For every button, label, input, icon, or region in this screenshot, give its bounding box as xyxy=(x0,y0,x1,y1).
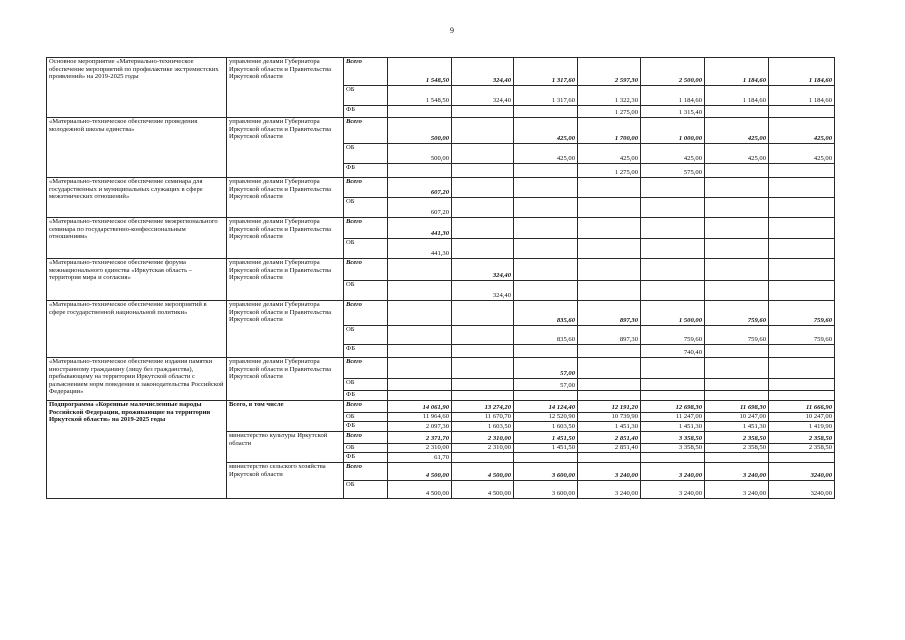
amount-cell xyxy=(769,453,835,463)
amount-cell xyxy=(452,379,514,391)
amount-cell: 3240,00 xyxy=(769,481,835,499)
funding-source: ФБ xyxy=(344,164,388,178)
amount-cell: 1 451,50 xyxy=(514,432,578,444)
amount-cell: 57,00 xyxy=(514,358,578,379)
amount-cell xyxy=(514,178,578,198)
amount-cell: 3 358,50 xyxy=(641,432,705,444)
amount-cell xyxy=(705,198,769,218)
table-row xyxy=(47,358,835,379)
amount-cell xyxy=(578,198,641,218)
amount-cell: 14 061,90 xyxy=(388,401,452,413)
funding-source: ФБ xyxy=(344,453,388,463)
amount-cell xyxy=(769,164,835,178)
activity-name: «Материально-техническое обеспечение межрегионального семинара по государственно-конфессиональным отношениям» xyxy=(47,218,227,259)
funding-source: ФБ xyxy=(344,422,388,432)
amount-cell: 11 964,60 xyxy=(388,413,452,422)
amount-cell xyxy=(388,326,452,345)
funding-source: Всего xyxy=(344,218,388,239)
executor-name: управление делами Губернатора Иркутской области и Правительства Иркутской области xyxy=(227,178,344,218)
amount-cell: 324,40 xyxy=(452,58,514,86)
amount-cell xyxy=(641,218,705,239)
amount-cell xyxy=(514,106,578,118)
amount-cell: 4 500,00 xyxy=(452,463,514,481)
amount-cell: 3 358,50 xyxy=(641,444,705,453)
amount-cell xyxy=(452,218,514,239)
amount-cell xyxy=(578,239,641,259)
amount-cell: 1 451,50 xyxy=(514,444,578,453)
activity-name: «Материально-техническое обеспечение издания памятки иностранному гражданину (лицу без гражданства), пребывающему на территории Иркутской области с разъяснением норм поведения и законодательства Российской Федерации» xyxy=(47,358,227,401)
amount-cell xyxy=(452,301,514,326)
amount-cell xyxy=(705,178,769,198)
amount-cell: 425,00 xyxy=(578,144,641,164)
activity-name: Подпрограмма «Коренные малочисленные народы Российской Федерации, проживающие на территории Иркутской области» на 2019-2025 годы xyxy=(47,401,227,499)
amount-cell xyxy=(452,345,514,358)
amount-cell: 1 419,90 xyxy=(769,422,835,432)
amount-cell xyxy=(705,453,769,463)
amount-cell xyxy=(514,281,578,301)
funding-source: ФБ xyxy=(344,345,388,358)
amount-cell: 57,00 xyxy=(514,379,578,391)
amount-cell: 1 700,00 xyxy=(578,118,641,144)
amount-cell: 607,20 xyxy=(388,178,452,198)
amount-cell: 759,60 xyxy=(705,326,769,345)
amount-cell: 3240,00 xyxy=(769,463,835,481)
amount-cell: 441,30 xyxy=(388,218,452,239)
amount-cell xyxy=(578,281,641,301)
amount-cell xyxy=(769,198,835,218)
amount-cell xyxy=(452,178,514,198)
funding-source: ОБ xyxy=(344,326,388,345)
amount-cell xyxy=(769,259,835,281)
amount-cell: 500,00 xyxy=(388,118,452,144)
amount-cell: 3 240,00 xyxy=(705,463,769,481)
amount-cell xyxy=(641,281,705,301)
amount-cell xyxy=(514,259,578,281)
funding-source: ОБ xyxy=(344,379,388,391)
amount-cell xyxy=(705,106,769,118)
amount-cell: 14 124,40 xyxy=(514,401,578,413)
amount-cell: 2 358,50 xyxy=(769,444,835,453)
amount-cell: 1 000,00 xyxy=(641,118,705,144)
amount-cell: 897,30 xyxy=(578,301,641,326)
amount-cell xyxy=(514,198,578,218)
amount-cell xyxy=(578,259,641,281)
amount-cell xyxy=(388,281,452,301)
funding-source: ФБ xyxy=(344,106,388,118)
amount-cell xyxy=(705,379,769,391)
activity-name: «Материально-техническое обеспечение мероприятий в сфере государственной национальной политики» xyxy=(47,301,227,358)
funding-source: Всего xyxy=(344,178,388,198)
amount-cell xyxy=(514,391,578,401)
amount-cell: 3 240,00 xyxy=(578,463,641,481)
table-row xyxy=(47,259,835,281)
amount-cell: 1 548,50 xyxy=(388,58,452,86)
amount-cell: 575,00 xyxy=(641,164,705,178)
amount-cell: 2 097,30 xyxy=(388,422,452,432)
table-row xyxy=(47,301,835,326)
funding-source: ОБ xyxy=(344,444,388,453)
amount-cell: 2 310,00 xyxy=(452,432,514,444)
amount-cell xyxy=(514,218,578,239)
amount-cell: 2 371,70 xyxy=(388,432,452,444)
funding-source: ОБ xyxy=(344,281,388,301)
amount-cell: 13 274,20 xyxy=(452,401,514,413)
amount-cell xyxy=(705,259,769,281)
executor-name: управление делами Губернатора Иркутской области и Правительства Иркутской области xyxy=(227,358,344,401)
amount-cell xyxy=(452,144,514,164)
table-row xyxy=(47,178,835,198)
amount-cell xyxy=(705,281,769,301)
amount-cell xyxy=(578,345,641,358)
amount-cell xyxy=(641,453,705,463)
funding-source: Всего xyxy=(344,401,388,413)
amount-cell xyxy=(452,391,514,401)
amount-cell: 2 358,50 xyxy=(769,432,835,444)
amount-cell: 2 310,00 xyxy=(388,444,452,453)
amount-cell: 2 310,00 xyxy=(452,444,514,453)
executor-name: управление делами Губернатора Иркутской области и Правительства Иркутской области xyxy=(227,301,344,358)
amount-cell: 1 603,50 xyxy=(452,422,514,432)
executor-name: управление делами Губернатора Иркутской области и Правительства Иркутской области xyxy=(227,118,344,178)
amount-cell: 11 698,30 xyxy=(705,401,769,413)
executor-name: министерство сельского хозяйства Иркутской области xyxy=(227,463,344,499)
amount-cell: 324,40 xyxy=(452,259,514,281)
amount-cell: 10 247,00 xyxy=(769,413,835,422)
amount-cell xyxy=(578,178,641,198)
amount-cell xyxy=(388,345,452,358)
amount-cell: 1 451,30 xyxy=(705,422,769,432)
amount-cell xyxy=(388,358,452,379)
amount-cell xyxy=(769,281,835,301)
amount-cell: 324,40 xyxy=(452,281,514,301)
amount-cell: 4 500,00 xyxy=(388,463,452,481)
funding-source: ОБ xyxy=(344,481,388,499)
amount-cell xyxy=(514,453,578,463)
amount-cell xyxy=(769,178,835,198)
amount-cell xyxy=(769,391,835,401)
amount-cell: 607,20 xyxy=(388,198,452,218)
funding-source: ОБ xyxy=(344,86,388,106)
amount-cell: 10 739,90 xyxy=(578,413,641,422)
amount-cell xyxy=(452,106,514,118)
amount-cell xyxy=(705,391,769,401)
amount-cell: 1 184,60 xyxy=(705,58,769,86)
amount-cell: 759,60 xyxy=(769,326,835,345)
amount-cell xyxy=(578,379,641,391)
amount-cell: 3 600,00 xyxy=(514,481,578,499)
funding-source: Всего xyxy=(344,432,388,444)
funding-source: ОБ xyxy=(344,198,388,218)
amount-cell: 11 666,90 xyxy=(769,401,835,413)
amount-cell xyxy=(641,379,705,391)
amount-cell: 1 184,60 xyxy=(705,86,769,106)
amount-cell xyxy=(452,239,514,259)
amount-cell xyxy=(388,301,452,326)
amount-cell: 10 247,00 xyxy=(705,413,769,422)
amount-cell xyxy=(388,391,452,401)
amount-cell: 1 603,50 xyxy=(514,422,578,432)
amount-cell: 441,30 xyxy=(388,239,452,259)
funding-source: ОБ xyxy=(344,239,388,259)
activity-name: «Материально-техническое обеспечение проведения молодежной школы единства» xyxy=(47,118,227,178)
activity-name: «Материально-техническое обеспечение форума межнационального единства «Иркутская область – территория мира и согласия» xyxy=(47,259,227,301)
table-row xyxy=(47,401,835,413)
funding-source: Всего xyxy=(344,259,388,281)
amount-cell xyxy=(514,345,578,358)
amount-cell: 2 851,40 xyxy=(578,444,641,453)
amount-cell: 740,40 xyxy=(641,345,705,358)
amount-cell: 1 184,60 xyxy=(641,86,705,106)
amount-cell: 759,60 xyxy=(769,301,835,326)
amount-cell: 425,00 xyxy=(514,118,578,144)
amount-cell: 12 520,90 xyxy=(514,413,578,422)
amount-cell xyxy=(769,106,835,118)
amount-cell xyxy=(452,164,514,178)
amount-cell xyxy=(388,164,452,178)
amount-cell: 1 500,00 xyxy=(641,301,705,326)
amount-cell: 1 548,50 xyxy=(388,86,452,106)
amount-cell xyxy=(578,218,641,239)
amount-cell xyxy=(769,379,835,391)
amount-cell xyxy=(388,379,452,391)
amount-cell: 835,60 xyxy=(514,326,578,345)
amount-cell: 1 451,30 xyxy=(641,422,705,432)
amount-cell xyxy=(769,358,835,379)
amount-cell: 3 240,00 xyxy=(641,463,705,481)
amount-cell: 897,30 xyxy=(578,326,641,345)
amount-cell: 61,70 xyxy=(388,453,452,463)
amount-cell: 759,60 xyxy=(641,326,705,345)
amount-cell xyxy=(705,239,769,259)
amount-cell: 3 240,00 xyxy=(705,481,769,499)
amount-cell: 425,00 xyxy=(705,144,769,164)
amount-cell: 1 275,00 xyxy=(578,164,641,178)
funding-source: Всего xyxy=(344,358,388,379)
amount-cell xyxy=(388,259,452,281)
activity-name: «Материально-техническое обеспечение семинара для государственных и муниципальных служащих в сфере межэтнических отношений» xyxy=(47,178,227,218)
amount-cell: 1 322,30 xyxy=(578,86,641,106)
funding-source: Всего xyxy=(344,118,388,144)
amount-cell xyxy=(705,164,769,178)
amount-cell: 500,00 xyxy=(388,144,452,164)
amount-cell xyxy=(388,106,452,118)
funding-source: Всего xyxy=(344,301,388,326)
amount-cell: 1 275,00 xyxy=(578,106,641,118)
amount-cell: 11 670,70 xyxy=(452,413,514,422)
amount-cell xyxy=(452,198,514,218)
amount-cell: 425,00 xyxy=(514,144,578,164)
amount-cell: 1 184,60 xyxy=(769,58,835,86)
amount-cell xyxy=(641,198,705,218)
amount-cell xyxy=(514,164,578,178)
amount-cell: 4 500,00 xyxy=(388,481,452,499)
amount-cell: 425,00 xyxy=(705,118,769,144)
amount-cell xyxy=(641,259,705,281)
amount-cell: 425,00 xyxy=(641,144,705,164)
amount-cell: 835,60 xyxy=(514,301,578,326)
amount-cell xyxy=(452,358,514,379)
amount-cell: 3 600,00 xyxy=(514,463,578,481)
amount-cell xyxy=(705,358,769,379)
amount-cell: 1 184,60 xyxy=(769,86,835,106)
executor-name: управление делами Губернатора Иркутской области и Правительства Иркутской области xyxy=(227,218,344,259)
table-row xyxy=(47,118,835,144)
amount-cell: 425,00 xyxy=(769,144,835,164)
amount-cell xyxy=(641,178,705,198)
amount-cell xyxy=(705,218,769,239)
page-number: 9 xyxy=(450,26,454,35)
amount-cell: 1 317,60 xyxy=(514,86,578,106)
amount-cell xyxy=(578,358,641,379)
amount-cell: 2 358,50 xyxy=(705,432,769,444)
amount-cell: 3 240,00 xyxy=(578,481,641,499)
table-row xyxy=(47,218,835,239)
amount-cell: 12 698,30 xyxy=(641,401,705,413)
amount-cell xyxy=(514,239,578,259)
amount-cell xyxy=(705,345,769,358)
amount-cell xyxy=(641,391,705,401)
amount-cell xyxy=(769,218,835,239)
amount-cell: 1 317,60 xyxy=(514,58,578,86)
funding-source: ОБ xyxy=(344,144,388,164)
amount-cell xyxy=(641,358,705,379)
amount-cell: 759,60 xyxy=(705,301,769,326)
amount-cell: 12 191,20 xyxy=(578,401,641,413)
funding-source: ФБ xyxy=(344,391,388,401)
amount-cell: 2 358,50 xyxy=(705,444,769,453)
executor-name: управление делами Губернатора Иркутской области и Правительства Иркутской области xyxy=(227,259,344,301)
amount-cell: 1 315,40 xyxy=(641,106,705,118)
amount-cell xyxy=(578,453,641,463)
activity-name: Основное мероприятие «Материально-техническое обеспечение мероприятий по профилактике экстремистских проявлений» на 2019-2025 годы xyxy=(47,58,227,118)
amount-cell: 425,00 xyxy=(769,118,835,144)
amount-cell xyxy=(452,118,514,144)
executor-name: Всего, в том числе xyxy=(227,401,344,432)
table-row xyxy=(47,58,835,86)
executor-name: управление делами Губернатора Иркутской области и Правительства Иркутской области xyxy=(227,58,344,118)
funding-source: ОБ xyxy=(344,413,388,422)
amount-cell xyxy=(452,326,514,345)
amount-cell xyxy=(641,239,705,259)
amount-cell: 324,40 xyxy=(452,86,514,106)
amount-cell: 4 500,00 xyxy=(452,481,514,499)
amount-cell: 1 451,30 xyxy=(578,422,641,432)
amount-cell xyxy=(452,453,514,463)
funding-source: Всего xyxy=(344,58,388,86)
amount-cell: 2 851,40 xyxy=(578,432,641,444)
amount-cell xyxy=(578,391,641,401)
amount-cell: 2 500,00 xyxy=(641,58,705,86)
amount-cell: 11 247,00 xyxy=(641,413,705,422)
amount-cell: 3 240,00 xyxy=(641,481,705,499)
executor-name: министерство культуры Иркутской области xyxy=(227,432,344,463)
amount-cell xyxy=(769,345,835,358)
amount-cell xyxy=(769,239,835,259)
amount-cell: 2 597,30 xyxy=(578,58,641,86)
budget-table xyxy=(46,57,835,499)
funding-source: Всего xyxy=(344,463,388,481)
